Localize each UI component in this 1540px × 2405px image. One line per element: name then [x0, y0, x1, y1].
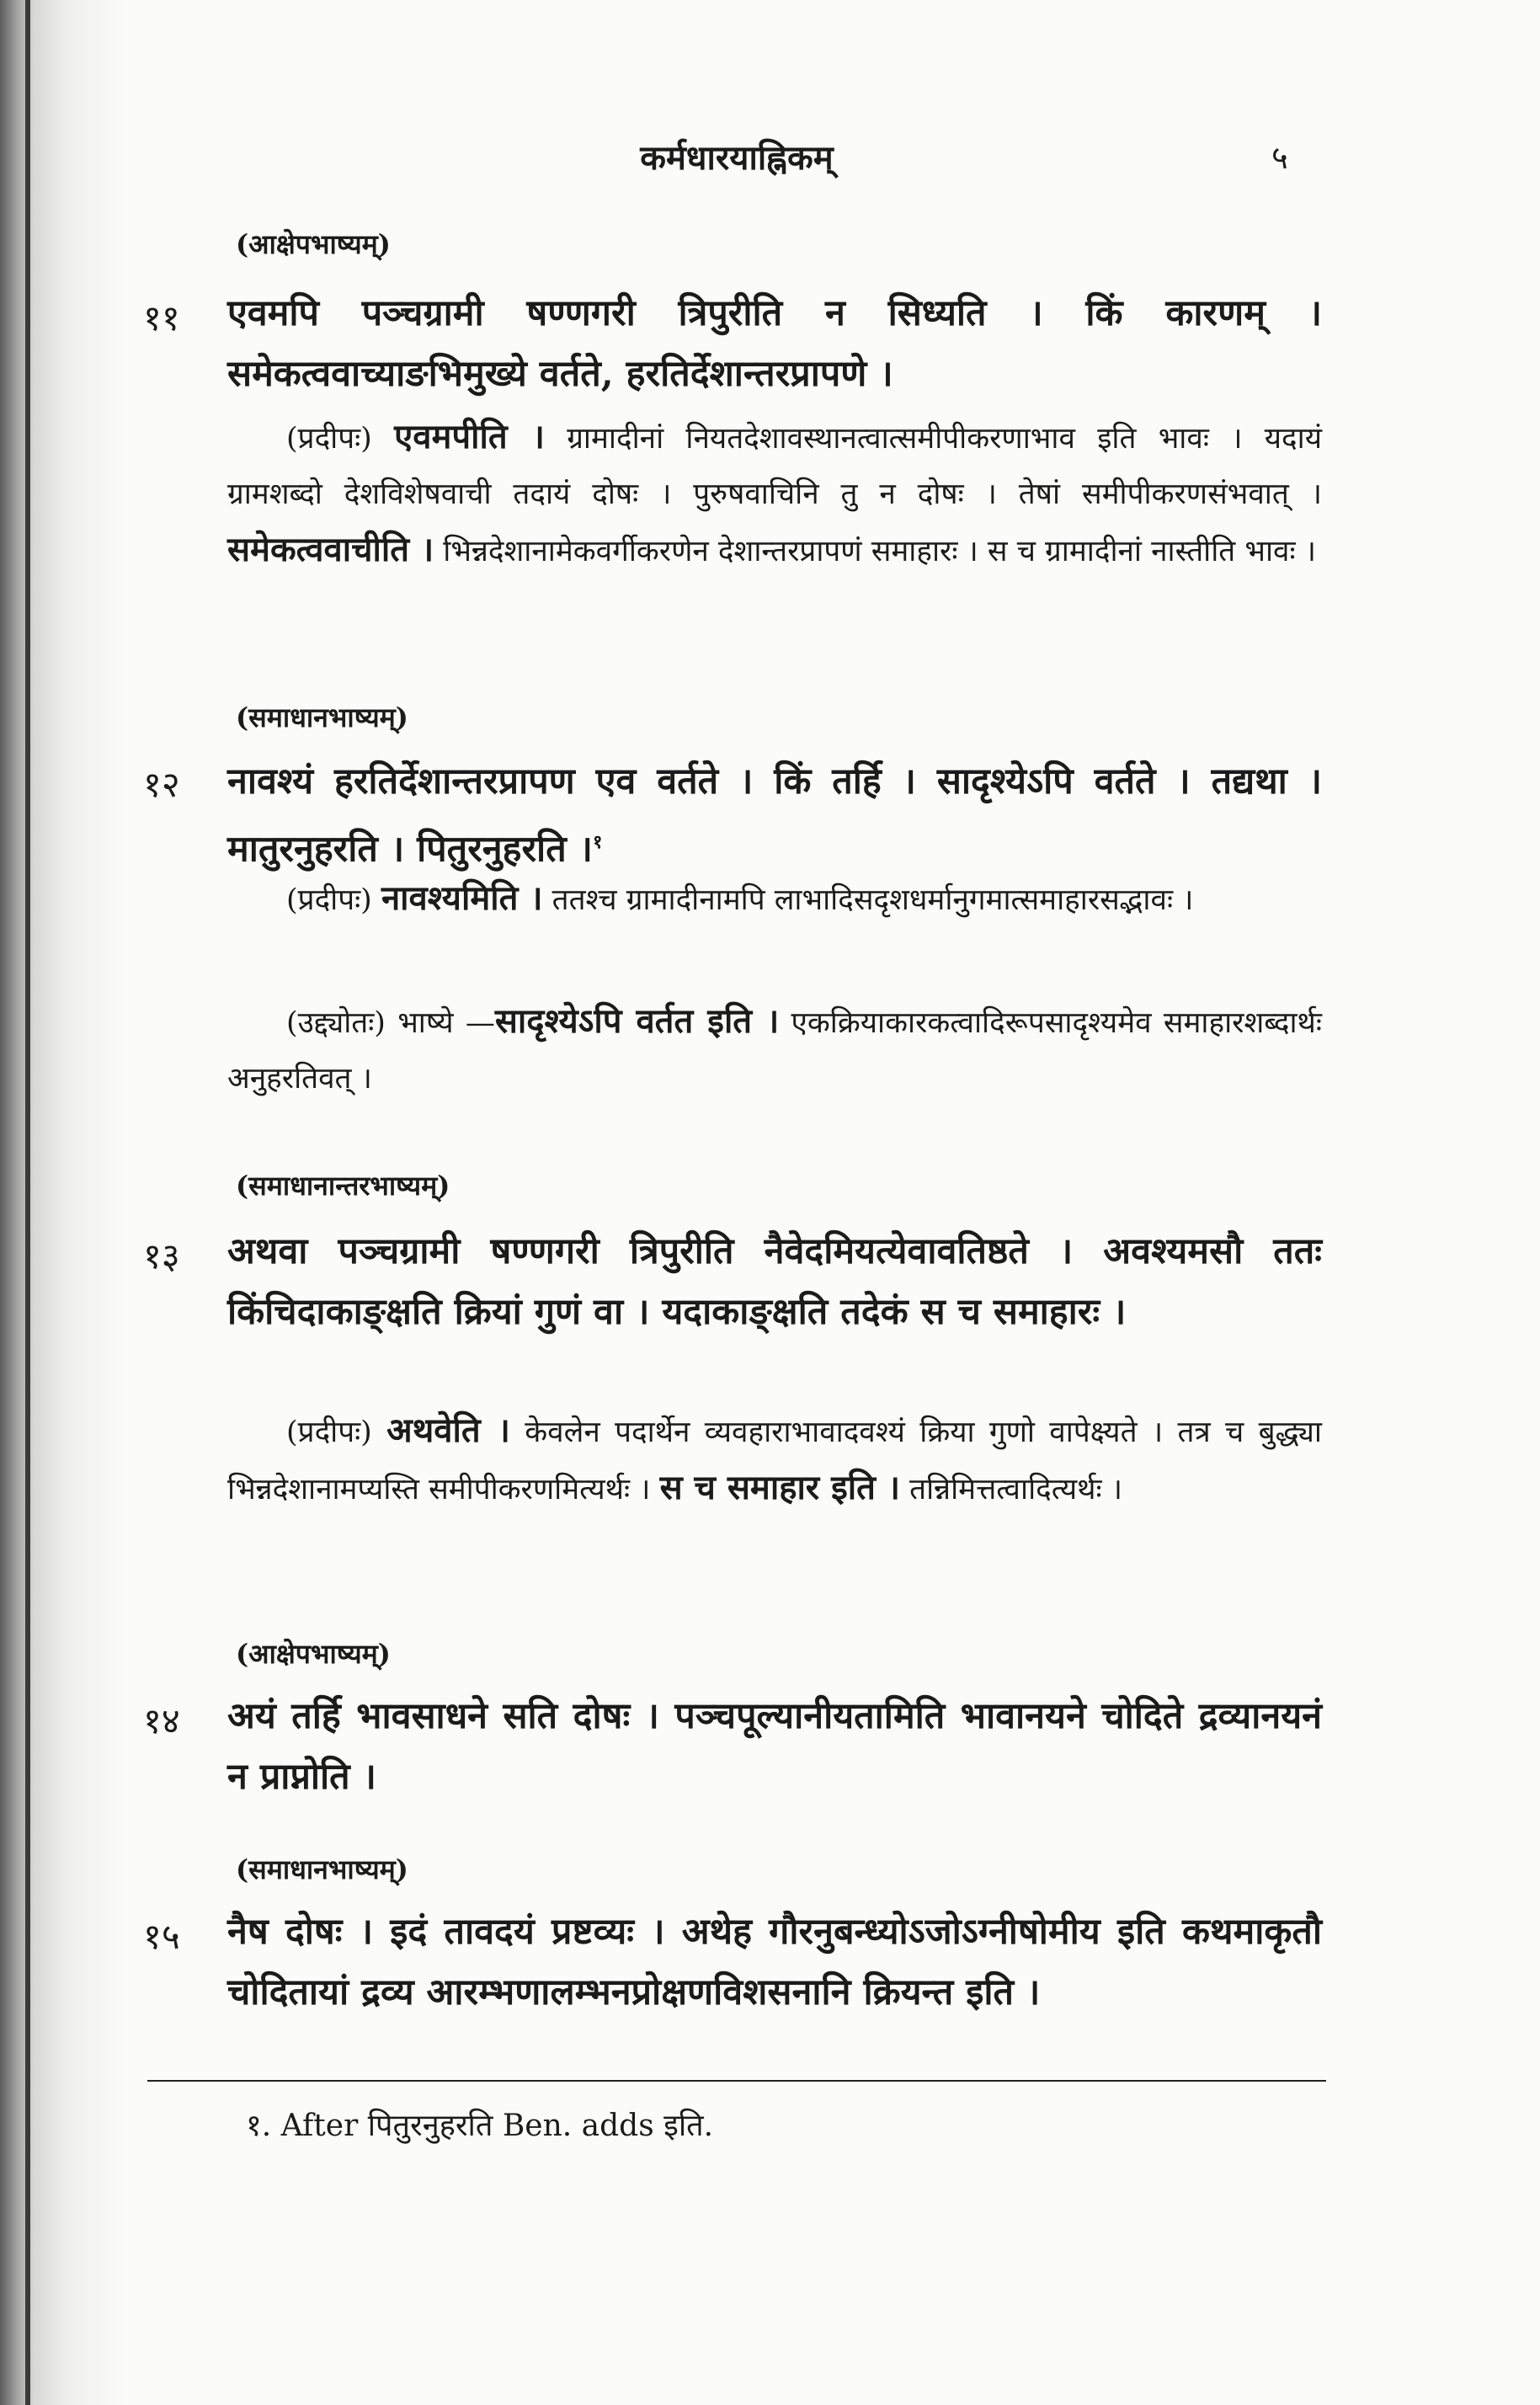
commentary-text: भिन्नदेशानामेकवर्गीकरणेन देशान्तरप्रापणं समाहारः । स च ग्रामादीनां नास्तीति भावः । — [443, 535, 1316, 568]
bhashya-text: अयं तर्हि भावसाधने सति दोषः । पञ्चपूल्यानीयतामिति भावानयने चोदिते द्रव्यानयनं न प्राप्नोति । — [227, 1695, 1322, 1798]
commentary-lemma: स च समाहार इति । — [659, 1468, 900, 1507]
paragraph-number: १२ — [143, 764, 180, 805]
paragraph-number: १३ — [143, 1235, 180, 1277]
paragraph-number: १४ — [143, 1700, 180, 1741]
bhashya-text: अथवा पञ्चग्रामी षण्णगरी त्रिपुरीति नैवेदमियत्येवावतिष्ठते । अवश्यमसौ ततः किंचिदाकाङ्क्षति क्रियां गुणं वा । यदाकाङ्क्षति तदेकं स च समाहारः । — [227, 1230, 1322, 1333]
commentary-tag: (प्रदीपः) — [286, 883, 372, 917]
commentary-tag: (प्रदीपः) — [286, 422, 372, 456]
commentary-tag: (प्रदीपः) — [286, 1416, 372, 1449]
commentary-lemma: सादृश्येऽपि वर्तत इति । — [494, 1001, 780, 1041]
commentary-lemma: समेकत्ववाचीति । — [227, 530, 434, 569]
page-number: ५ — [1271, 139, 1288, 176]
commentary-uddyota — [227, 994, 1322, 1107]
bhashya-text — [227, 751, 1322, 879]
section-label: (समाधानभाष्यम्) — [236, 701, 408, 733]
section-label: (आक्षेपभाष्यम्) — [236, 228, 391, 260]
commentary-pradipa — [227, 1403, 1322, 1517]
paragraph-number: ११ — [143, 297, 180, 339]
commentary-text: ग्रामादीनां नियतदेशावस्थानत्वात्समीपीकरणाभाव इति भावः । यदायं ग्रामशब्दो देशविशेषवाची तदायं दोषः । पुरुषवाचिनि तु न दोषः । तेषां समीपीकरणसंभवात् । — [227, 422, 1322, 511]
paragraph-number: १५ — [143, 1916, 180, 1957]
commentary-lemma: एवमपीति । — [394, 417, 545, 456]
bhashya-text: एवमपि पञ्चग्रामी षण्णगरी त्रिपुरीति न सिध्यति । किं कारणम् । समेकत्ववाच्याङभिमुख्ये वर्तते, हरतिर्देशान्तरप्रापणे । — [227, 292, 1322, 395]
commentary-prefix: भाष्ये — — [397, 1006, 495, 1040]
commentary-pradipa — [227, 409, 1322, 579]
commentary-text: ततश्च ग्रामादीनामपि लाभादिसदृशधर्मानुगमात्समाहारसद्भावः । — [552, 883, 1194, 917]
section-label: (समाधानान्तरभाष्यम्) — [236, 1170, 450, 1202]
footnote: १. After पितुरनुहरति Ben. adds इति. — [246, 2109, 714, 2143]
footnote-divider — [147, 2080, 1326, 2082]
section-label: (आक्षेपभाष्यम्) — [236, 1638, 391, 1670]
commentary-text: एकक्रियाकारकत्वादिरूपसादृश्यमेव समाहारशब्दार्थः अनुहरतिवत् । — [227, 1006, 1322, 1096]
commentary-lemma: नावश्यमिति । — [381, 878, 543, 918]
commentary-lemma: अथवेति । — [386, 1410, 510, 1450]
bhashya-text: नैष दोषः । इदं तावदयं प्रष्टव्यः । अथेह गौरनुबन्ध्योऽजोऽग्नीषोमीय इति कथमाकृतौ चोदितायां द्रव्य आरम्भणालम्भनप्रोक्षणविशसनानि क्रियन्त इति । — [227, 1911, 1322, 2013]
running-head-title: कर्मधारयाह्निकम् — [640, 138, 834, 178]
commentary-text: तन्निमित्तत्वादित्यर्थः । — [909, 1473, 1122, 1506]
footnote-marker: १ — [592, 831, 603, 853]
commentary-text: केवलेन पदार्थेन व्यवहाराभावादवश्यं क्रिया गुणो वापेक्ष्यते । तत्र च बुद्ध्या भिन्नदेशानामप्यस्ति समीपीकरणमित्यर्थः । — [227, 1416, 1322, 1506]
commentary-tag: (उद्द्योतः) — [286, 1006, 386, 1040]
section-label: (समाधानभाष्यम्) — [236, 1853, 408, 1885]
bhashya-body: नावश्यं हरतिर्देशान्तरप्रापण एव वर्तते । किं तर्हि । सादृश्येऽपि वर्तते । तद्यथा । मातुरनुहरति । पितुरनुहरति । — [227, 760, 1322, 871]
commentary-pradipa — [227, 871, 1322, 928]
